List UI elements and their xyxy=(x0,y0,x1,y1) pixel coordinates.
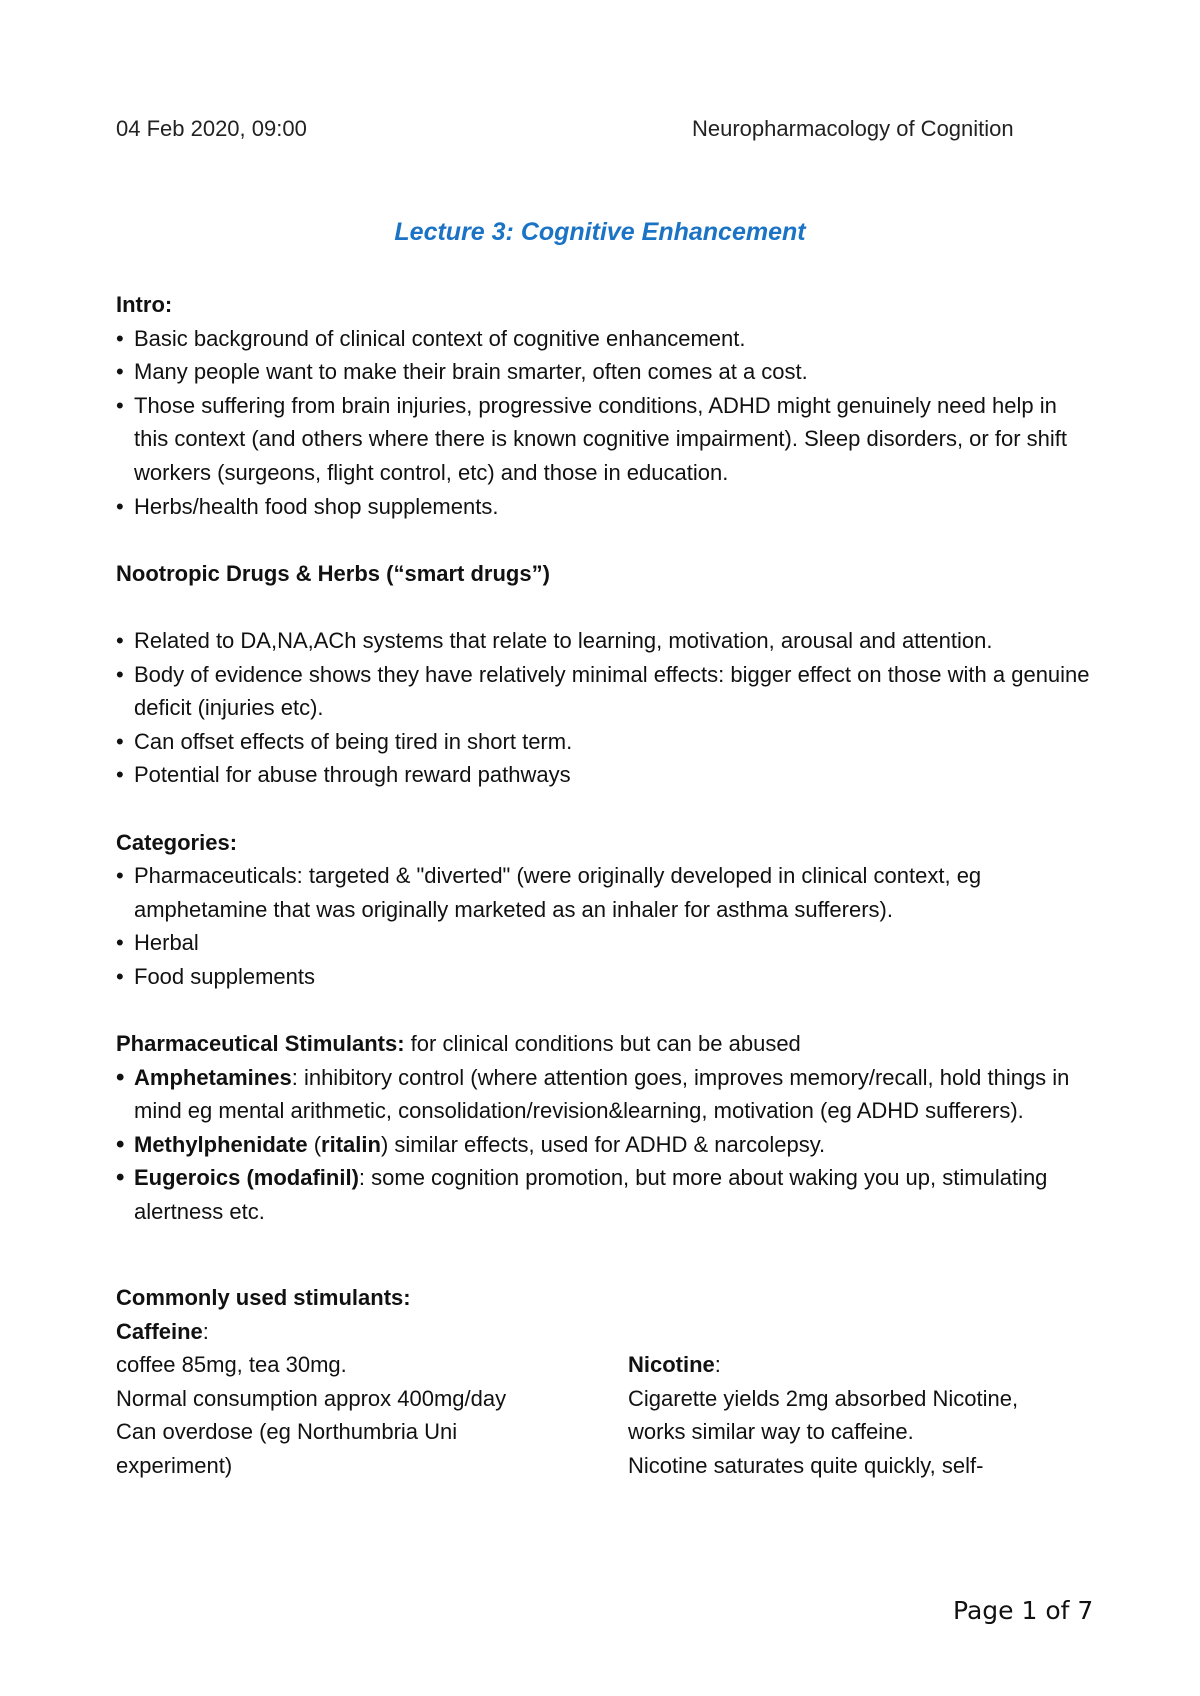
categories-item: • Food supplements xyxy=(116,960,1096,994)
bullet-icon: • xyxy=(116,661,124,687)
bullet-icon: • xyxy=(116,930,124,956)
common-left-column xyxy=(116,1281,596,1483)
bullet-icon: • xyxy=(116,1063,125,1091)
nicotine-line: Cigarette yields 2mg absorbed Nicotine, works similar way to caffeine. xyxy=(628,1385,1019,1445)
bullet-icon: • xyxy=(116,863,124,889)
intro-item: • Many people want to make their brain smarter, often comes at a cost. xyxy=(116,355,1096,389)
intro-item: • Those suffering from brain injuries, progressive conditions, ADHD might genuinely need help in this context (and others where there is known cognitive impairment). Sleep disorders, or for shift workers (surgeons, flight control, etc) and those in education. xyxy=(116,389,1096,490)
bullet-icon: • xyxy=(116,325,124,351)
intro-heading: Intro: xyxy=(116,292,173,317)
bullet-icon: • xyxy=(116,963,124,989)
caffeine-line: coffee 85mg, tea 30mg. xyxy=(116,1352,347,1378)
bullet-icon: • xyxy=(116,1130,125,1158)
intro-item: • Herbs/health food shop supplements. xyxy=(116,490,1096,524)
bullet-icon: • xyxy=(116,392,124,418)
document-body xyxy=(116,288,1096,1229)
stimulants-heading: Pharmaceutical Stimulants: xyxy=(116,1031,405,1057)
page-number: Page 1 of 7 xyxy=(953,1596,1094,1625)
common-right-column xyxy=(628,1348,1108,1482)
bullet-icon: • xyxy=(116,359,124,385)
bullet-icon: • xyxy=(116,627,124,653)
header-date: 04 Feb 2020, 09:00 xyxy=(116,116,307,141)
nootropic-item: • Related to DA,NA,ACh systems that relate to learning, motivation, arousal and attention. xyxy=(116,624,1096,658)
caffeine-heading-line: Caffeine: xyxy=(116,1318,209,1344)
nootropic-item: • Can offset effects of being tired in short term. xyxy=(116,725,1096,759)
stimulant-item: • Eugeroics (modafinil): some cognition promotion, but more about waking you up, stimulating alertness etc. xyxy=(116,1161,1096,1228)
categories-item: • Herbal xyxy=(116,926,1096,960)
stimulants-heading-line: Pharmaceutical Stimulants: for clinical conditions but can be abused xyxy=(116,1031,801,1057)
stimulant-item: • Methylphenidate (ritalin) similar effects, used for ADHD & narcolepsy. xyxy=(116,1128,1096,1162)
caffeine-line: Normal consumption approx 400mg/day xyxy=(116,1385,507,1411)
caffeine-line: Can overdose (eg Northumbria Uni experiment) xyxy=(116,1419,458,1478)
categories-item: • Pharmaceuticals: targeted & "diverted" (were originally developed in clinical context, eg amphetamine that was originally marketed as an inhaler for asthma sufferers). xyxy=(116,859,1096,926)
nicotine-line: Nicotine saturates quite quickly, self- xyxy=(628,1452,984,1478)
bullet-icon: • xyxy=(116,762,124,788)
header-course: Neuropharmacology of Cognition xyxy=(692,116,1014,141)
bullet-icon: • xyxy=(116,493,124,519)
nootropic-item: • Potential for abuse through reward pathways xyxy=(116,758,1096,792)
bullet-icon: • xyxy=(116,728,124,754)
bullet-icon: • xyxy=(116,1164,125,1192)
page-title: Lecture 3: Cognitive Enhancement xyxy=(394,218,806,246)
categories-heading: Categories: xyxy=(116,829,238,855)
common-heading: Commonly used stimulants: xyxy=(116,1285,411,1310)
intro-item: • Basic background of clinical context of cognitive enhancement. xyxy=(116,322,1096,356)
nootropic-heading: Nootropic Drugs & Herbs (“smart drugs”) xyxy=(116,560,550,586)
stimulant-item: • Amphetamines: inhibitory control (where attention goes, improves memory/recall, hold things in mind eg mental arithmetic, consolidation/revision&learning, motivation (eg ADHD sufferers). xyxy=(116,1061,1096,1128)
nootropic-item: • Body of evidence shows they have relatively minimal effects: bigger effect on those with a genuine deficit (injuries etc). xyxy=(116,658,1096,725)
nicotine-heading-line: Nicotine: xyxy=(628,1352,721,1377)
